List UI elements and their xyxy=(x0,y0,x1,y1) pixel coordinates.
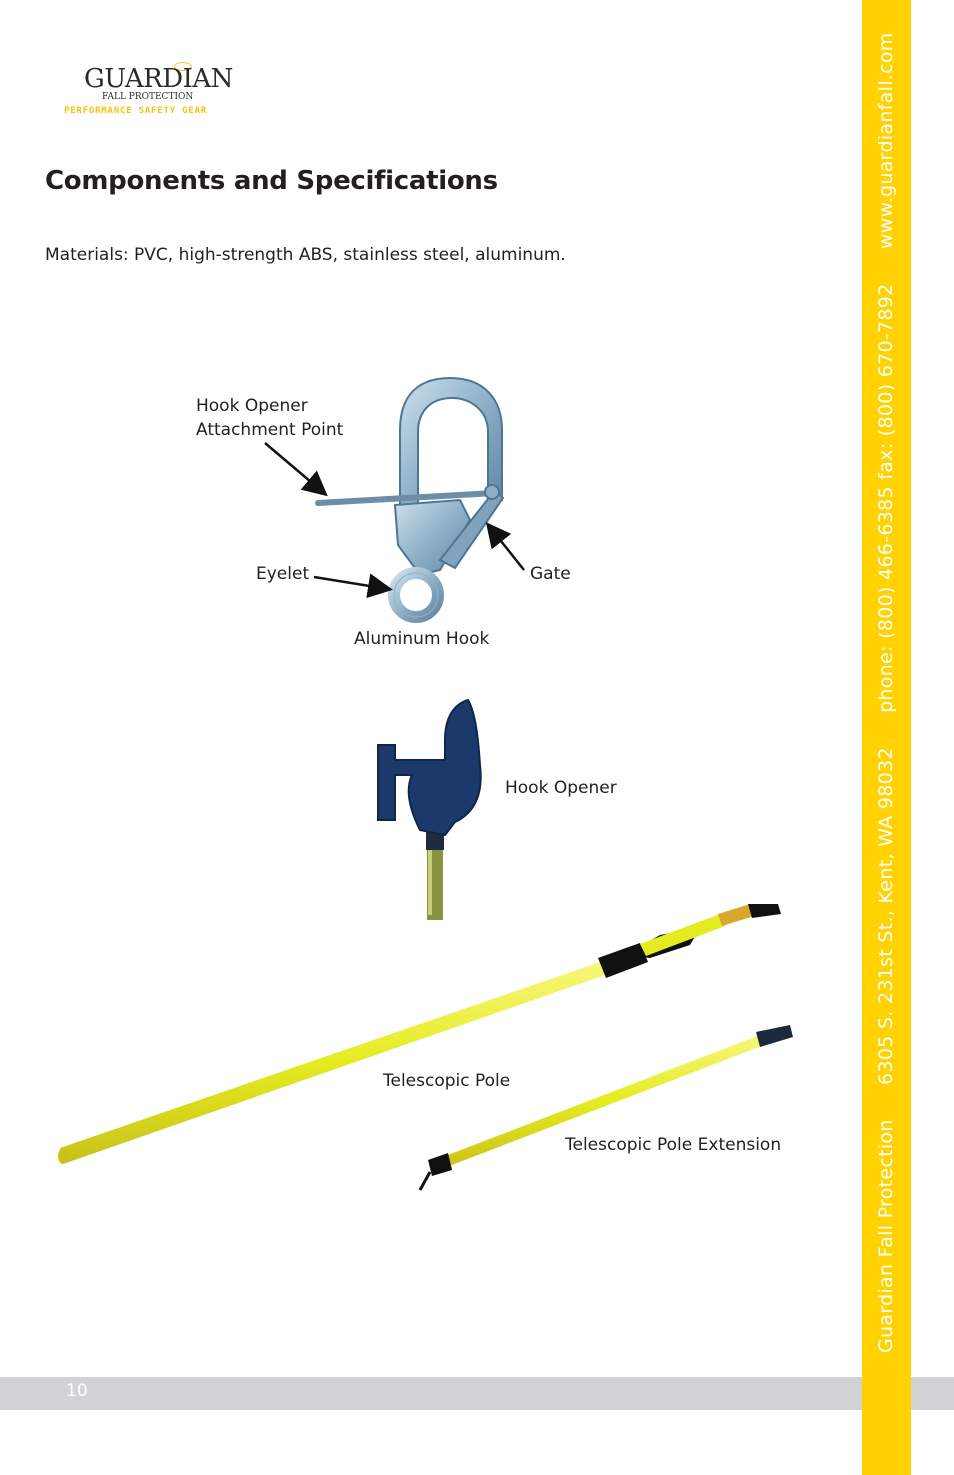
label-eyelet: Eyelet xyxy=(256,564,310,584)
telescopic-pole-image xyxy=(58,904,781,1164)
logo-tagline: PERFORMANCE SAFETY GEAR xyxy=(64,106,208,116)
sidebar-address: 6305 S. 231st St., Kent, WA 98032 xyxy=(875,747,897,1085)
label-gate: Gate xyxy=(530,564,571,584)
label-hook-opener-attachment-1: Hook Opener xyxy=(196,396,308,416)
label-telescopic-pole-extension: Telescopic Pole Extension xyxy=(565,1135,782,1155)
sidebar-company: Guardian Fall Protection xyxy=(875,1119,897,1353)
page-number: 10 xyxy=(66,1381,88,1401)
hook-opener-image xyxy=(378,700,481,920)
label-telescopic-pole: Telescopic Pole xyxy=(383,1071,511,1091)
logo-brand: GUARDIAN xyxy=(84,64,233,94)
telescopic-pole-extension-image xyxy=(420,1025,793,1190)
sidebar-phone-fax: phone: (800) 466-6385 fax: (800) 670-7892 xyxy=(875,283,897,713)
eyelet-arrow xyxy=(314,577,388,589)
label-hook-opener-attachment-2: Attachment Point xyxy=(196,420,344,440)
footer-bar xyxy=(0,1377,954,1410)
label-aluminum-hook: Aluminum Hook xyxy=(354,629,490,649)
gate-arrow xyxy=(489,526,524,570)
logo-subtitle: FALL PROTECTION xyxy=(102,92,194,102)
page-title: Components and Specifications xyxy=(45,166,498,196)
attachment-arrow xyxy=(265,443,324,493)
footer-bar-right xyxy=(911,1377,954,1410)
label-hook-opener: Hook Opener xyxy=(505,778,617,798)
sidebar-contact-text xyxy=(875,32,897,1367)
sidebar-website[interactable]: www.guardianfall.com xyxy=(875,32,897,250)
materials-text: Materials: PVC, high-strength ABS, stainless steel, aluminum. xyxy=(45,245,566,265)
